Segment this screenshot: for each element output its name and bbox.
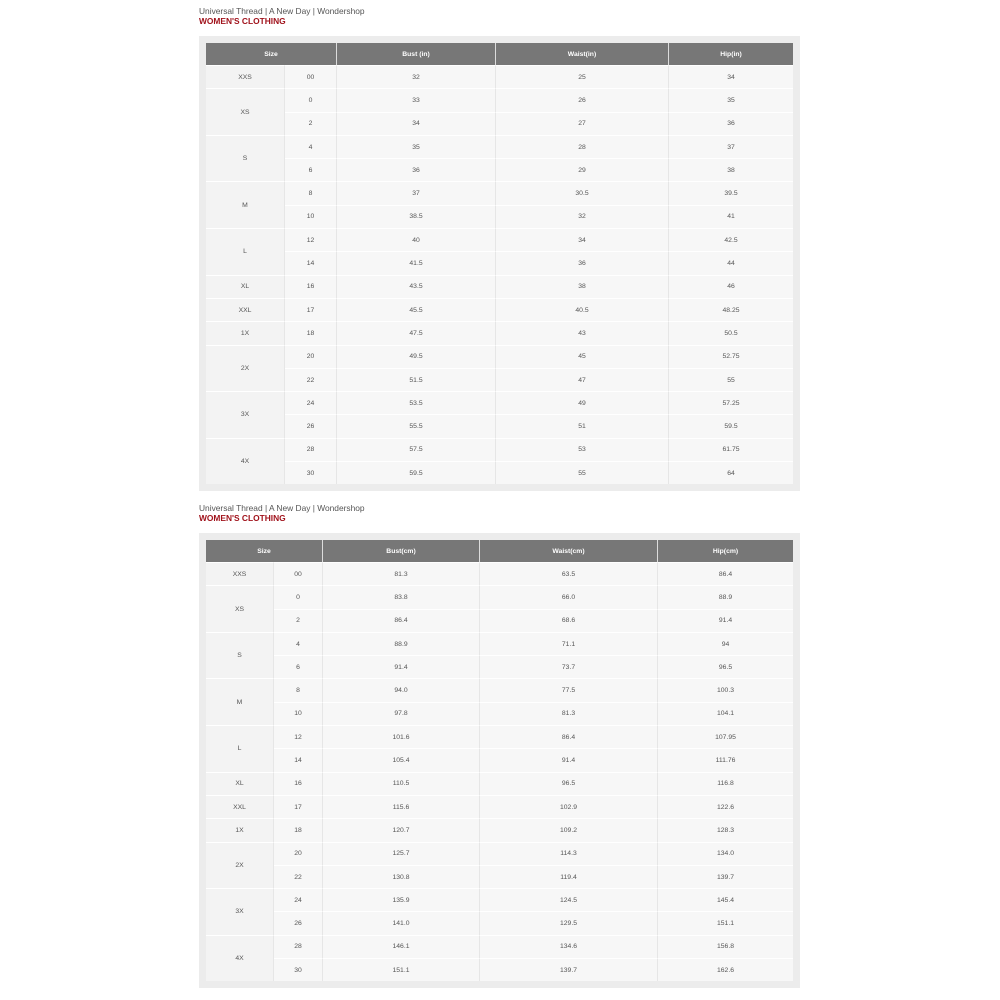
table-row (206, 935, 793, 958)
bust-cell: 88.9 (323, 632, 480, 655)
numeric-size-cell: 6 (285, 158, 337, 181)
hip-cell: 39.5 (669, 181, 793, 204)
waist-cell: 38 (496, 275, 669, 298)
header-bust: Bust(cm) (323, 540, 480, 562)
waist-cell: 43 (496, 321, 669, 344)
header-waist: Waist(in) (496, 43, 669, 65)
table-row (206, 181, 793, 204)
bust-cell: 135.9 (323, 888, 480, 911)
table-row (206, 725, 793, 748)
table-row (206, 609, 793, 632)
hip-cell: 64 (669, 461, 793, 484)
table-row (206, 888, 793, 911)
waist-cell: 134.6 (480, 935, 658, 958)
letter-size-cell: XXS (206, 65, 285, 88)
bust-cell: 97.8 (323, 702, 480, 725)
hip-cell: 162.6 (658, 958, 793, 981)
size-chart-inches (199, 6, 800, 491)
waist-cell: 25 (496, 65, 669, 88)
table-row (206, 748, 793, 771)
bust-cell: 130.8 (323, 865, 480, 888)
letter-size-cell: M (206, 678, 274, 725)
hip-cell: 41 (669, 205, 793, 228)
numeric-size-cell: 8 (285, 181, 337, 204)
numeric-size-cell: 4 (285, 135, 337, 158)
numeric-size-cell: 00 (274, 562, 323, 585)
table-row (206, 298, 793, 321)
letter-size-cell: S (206, 135, 285, 182)
letter-size-cell: XS (206, 88, 285, 135)
waist-cell: 47 (496, 368, 669, 391)
hip-cell: 37 (669, 135, 793, 158)
hip-cell: 59.5 (669, 414, 793, 437)
numeric-size-cell: 12 (285, 228, 337, 251)
numeric-size-cell: 14 (285, 251, 337, 274)
table-row (206, 228, 793, 251)
size-table (206, 540, 793, 981)
table-row (206, 655, 793, 678)
hip-cell: 151.1 (658, 911, 793, 934)
numeric-size-cell: 30 (285, 461, 337, 484)
waist-cell: 81.3 (480, 702, 658, 725)
numeric-size-cell: 28 (285, 438, 337, 461)
bust-cell: 81.3 (323, 562, 480, 585)
waist-cell: 45 (496, 345, 669, 368)
waist-cell: 139.7 (480, 958, 658, 981)
letter-size-cell: 3X (206, 888, 274, 935)
numeric-size-cell: 26 (274, 911, 323, 934)
letter-size-cell: XL (206, 772, 274, 795)
numeric-size-cell: 16 (274, 772, 323, 795)
table-frame (199, 533, 800, 988)
hip-cell: 44 (669, 251, 793, 274)
waist-cell: 102.9 (480, 795, 658, 818)
waist-cell: 53 (496, 438, 669, 461)
letter-size-cell: L (206, 725, 274, 772)
waist-cell: 30.5 (496, 181, 669, 204)
waist-cell: 32 (496, 205, 669, 228)
numeric-size-cell: 0 (274, 585, 323, 608)
waist-cell: 77.5 (480, 678, 658, 701)
waist-cell: 55 (496, 461, 669, 484)
table-row (206, 461, 793, 484)
header-size: Size (206, 43, 337, 65)
letter-size-cell: 1X (206, 321, 285, 344)
hip-cell: 107.95 (658, 725, 793, 748)
waist-cell: 26 (496, 88, 669, 111)
table-frame (199, 36, 800, 491)
hip-cell: 104.1 (658, 702, 793, 725)
hip-cell: 48.25 (669, 298, 793, 321)
table-row (206, 795, 793, 818)
numeric-size-cell: 20 (285, 345, 337, 368)
table-row (206, 112, 793, 135)
table-row (206, 88, 793, 111)
waist-cell: 96.5 (480, 772, 658, 795)
bust-cell: 36 (337, 158, 496, 181)
bust-cell: 151.1 (323, 958, 480, 981)
numeric-size-cell: 14 (274, 748, 323, 771)
bust-cell: 55.5 (337, 414, 496, 437)
waist-cell: 40.5 (496, 298, 669, 321)
bust-cell: 146.1 (323, 935, 480, 958)
numeric-size-cell: 28 (274, 935, 323, 958)
letter-size-cell: S (206, 632, 274, 679)
header-bust: Bust (in) (337, 43, 496, 65)
letter-size-cell: 4X (206, 438, 285, 485)
waist-cell: 29 (496, 158, 669, 181)
table-row (206, 632, 793, 655)
waist-cell: 119.4 (480, 865, 658, 888)
size-table (206, 43, 793, 484)
bust-cell: 49.5 (337, 345, 496, 368)
letter-size-cell: 1X (206, 818, 274, 841)
letter-size-cell: M (206, 181, 285, 228)
numeric-size-cell: 24 (285, 391, 337, 414)
waist-cell: 66.0 (480, 585, 658, 608)
hip-cell: 86.4 (658, 562, 793, 585)
table-row (206, 65, 793, 88)
header-hip: Hip(in) (669, 43, 793, 65)
numeric-size-cell: 2 (274, 609, 323, 632)
bust-cell: 38.5 (337, 205, 496, 228)
bust-cell: 59.5 (337, 461, 496, 484)
hip-cell: 61.75 (669, 438, 793, 461)
hip-cell: 156.8 (658, 935, 793, 958)
bust-cell: 110.5 (323, 772, 480, 795)
header-waist: Waist(cm) (480, 540, 658, 562)
table-row (206, 585, 793, 608)
waist-cell: 36 (496, 251, 669, 274)
letter-size-cell: 2X (206, 345, 285, 392)
numeric-size-cell: 10 (274, 702, 323, 725)
numeric-size-cell: 12 (274, 725, 323, 748)
hip-cell: 35 (669, 88, 793, 111)
numeric-size-cell: 10 (285, 205, 337, 228)
hip-cell: 34 (669, 65, 793, 88)
table-row (206, 678, 793, 701)
table-body (206, 562, 793, 981)
letter-size-cell: 2X (206, 842, 274, 889)
letter-size-cell: XXL (206, 795, 274, 818)
bust-cell: 45.5 (337, 298, 496, 321)
section-title: WOMEN'S CLOTHING (199, 513, 286, 523)
numeric-size-cell: 24 (274, 888, 323, 911)
numeric-size-cell: 17 (274, 795, 323, 818)
bust-cell: 101.6 (323, 725, 480, 748)
hip-cell: 100.3 (658, 678, 793, 701)
brand-line: Universal Thread | A New Day | Wondershop (199, 6, 365, 16)
hip-cell: 145.4 (658, 888, 793, 911)
hip-cell: 139.7 (658, 865, 793, 888)
waist-cell: 63.5 (480, 562, 658, 585)
table-row (206, 818, 793, 841)
table-body (206, 65, 793, 484)
header-row (206, 540, 793, 562)
hip-cell: 50.5 (669, 321, 793, 344)
bust-cell: 41.5 (337, 251, 496, 274)
hip-cell: 55 (669, 368, 793, 391)
section-title: WOMEN'S CLOTHING (199, 16, 286, 26)
hip-cell: 128.3 (658, 818, 793, 841)
hip-cell: 52.75 (669, 345, 793, 368)
waist-cell: 71.1 (480, 632, 658, 655)
letter-size-cell: 4X (206, 935, 274, 982)
table-row (206, 702, 793, 725)
numeric-size-cell: 22 (285, 368, 337, 391)
table-row (206, 205, 793, 228)
bust-cell: 83.8 (323, 585, 480, 608)
table-row (206, 772, 793, 795)
numeric-size-cell: 30 (274, 958, 323, 981)
waist-cell: 51 (496, 414, 669, 437)
letter-size-cell: L (206, 228, 285, 275)
table-row (206, 135, 793, 158)
numeric-size-cell: 17 (285, 298, 337, 321)
bust-cell: 141.0 (323, 911, 480, 934)
waist-cell: 124.5 (480, 888, 658, 911)
waist-cell: 34 (496, 228, 669, 251)
hip-cell: 122.6 (658, 795, 793, 818)
table-row (206, 345, 793, 368)
table-row (206, 321, 793, 344)
letter-size-cell: XXS (206, 562, 274, 585)
bust-cell: 51.5 (337, 368, 496, 391)
letter-size-cell: XS (206, 585, 274, 632)
hip-cell: 88.9 (658, 585, 793, 608)
numeric-size-cell: 26 (285, 414, 337, 437)
numeric-size-cell: 8 (274, 678, 323, 701)
table-row (206, 562, 793, 585)
letter-size-cell: XL (206, 275, 285, 298)
bust-cell: 35 (337, 135, 496, 158)
bust-cell: 125.7 (323, 842, 480, 865)
bust-cell: 40 (337, 228, 496, 251)
hip-cell: 91.4 (658, 609, 793, 632)
size-chart-centimeters (199, 503, 800, 988)
waist-cell: 28 (496, 135, 669, 158)
header-size: Size (206, 540, 323, 562)
waist-cell: 73.7 (480, 655, 658, 678)
numeric-size-cell: 16 (285, 275, 337, 298)
hip-cell: 94 (658, 632, 793, 655)
waist-cell: 129.5 (480, 911, 658, 934)
bust-cell: 43.5 (337, 275, 496, 298)
waist-cell: 91.4 (480, 748, 658, 771)
waist-cell: 27 (496, 112, 669, 135)
table-row (206, 391, 793, 414)
bust-cell: 86.4 (323, 609, 480, 632)
table-row (206, 865, 793, 888)
table-row (206, 158, 793, 181)
hip-cell: 57.25 (669, 391, 793, 414)
header-row (206, 43, 793, 65)
bust-cell: 34 (337, 112, 496, 135)
waist-cell: 86.4 (480, 725, 658, 748)
numeric-size-cell: 2 (285, 112, 337, 135)
numeric-size-cell: 0 (285, 88, 337, 111)
bust-cell: 57.5 (337, 438, 496, 461)
bust-cell: 37 (337, 181, 496, 204)
bust-cell: 47.5 (337, 321, 496, 344)
brand-line: Universal Thread | A New Day | Wondershop (199, 503, 365, 513)
hip-cell: 111.76 (658, 748, 793, 771)
numeric-size-cell: 4 (274, 632, 323, 655)
table-row (206, 251, 793, 274)
table-row (206, 275, 793, 298)
bust-cell: 115.6 (323, 795, 480, 818)
hip-cell: 116.8 (658, 772, 793, 795)
numeric-size-cell: 6 (274, 655, 323, 678)
numeric-size-cell: 18 (274, 818, 323, 841)
numeric-size-cell: 22 (274, 865, 323, 888)
waist-cell: 68.6 (480, 609, 658, 632)
table-row (206, 911, 793, 934)
bust-cell: 32 (337, 65, 496, 88)
table-row (206, 958, 793, 981)
bust-cell: 120.7 (323, 818, 480, 841)
hip-cell: 38 (669, 158, 793, 181)
numeric-size-cell: 20 (274, 842, 323, 865)
table-row (206, 842, 793, 865)
bust-cell: 105.4 (323, 748, 480, 771)
waist-cell: 114.3 (480, 842, 658, 865)
bust-cell: 53.5 (337, 391, 496, 414)
bust-cell: 33 (337, 88, 496, 111)
letter-size-cell: 3X (206, 391, 285, 438)
hip-cell: 36 (669, 112, 793, 135)
hip-cell: 46 (669, 275, 793, 298)
table-row (206, 368, 793, 391)
hip-cell: 134.0 (658, 842, 793, 865)
numeric-size-cell: 18 (285, 321, 337, 344)
header-hip: Hip(cm) (658, 540, 793, 562)
table-row (206, 438, 793, 461)
bust-cell: 94.0 (323, 678, 480, 701)
bust-cell: 91.4 (323, 655, 480, 678)
waist-cell: 49 (496, 391, 669, 414)
table-row (206, 414, 793, 437)
waist-cell: 109.2 (480, 818, 658, 841)
letter-size-cell: XXL (206, 298, 285, 321)
hip-cell: 96.5 (658, 655, 793, 678)
numeric-size-cell: 00 (285, 65, 337, 88)
hip-cell: 42.5 (669, 228, 793, 251)
